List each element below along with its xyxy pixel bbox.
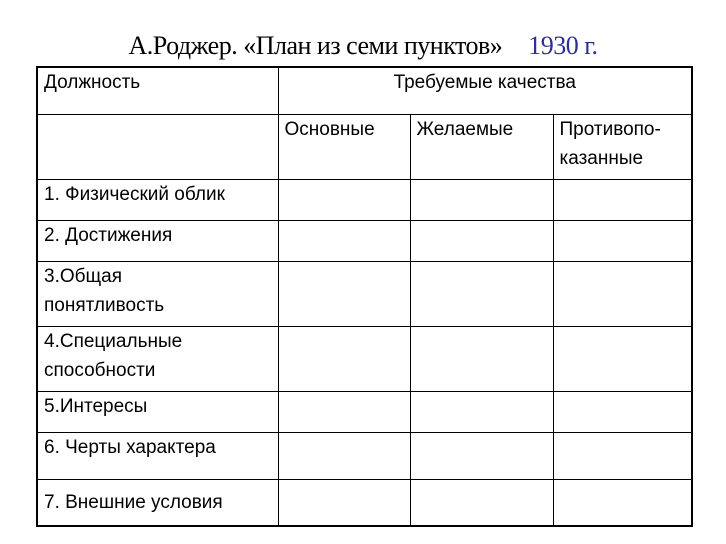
title-year: 1930 г. — [528, 31, 598, 60]
table-row — [37, 432, 692, 479]
table-cell — [410, 179, 553, 220]
row-label-character-traits: 6. Черты характера — [37, 432, 278, 479]
table-cell — [410, 326, 553, 391]
table-row — [37, 326, 692, 391]
row-label-general-intelligence — [37, 261, 278, 326]
subheader-contraindicated-line1: Противопо- — [559, 118, 661, 140]
table-row — [37, 479, 692, 526]
seven-point-plan-table — [36, 66, 693, 527]
table-cell — [553, 261, 692, 326]
row-label-line: 4.Специальные — [44, 330, 183, 352]
table-cell — [553, 391, 692, 432]
table-cell — [553, 326, 692, 391]
header-position: Должность — [37, 67, 278, 114]
table-cell — [278, 479, 410, 526]
subheader-main: Основные — [278, 114, 410, 179]
table-cell — [553, 179, 692, 220]
slide-title — [0, 30, 726, 62]
table-cell — [278, 391, 410, 432]
row-label-special-abilities — [37, 326, 278, 391]
row-label-external-conditions: 7. Внешние условия — [37, 479, 278, 526]
table-cell — [553, 479, 692, 526]
row-label-interests: 5.Интересы — [37, 391, 278, 432]
table-row — [37, 220, 692, 261]
table-cell — [410, 479, 553, 526]
table-cell — [553, 432, 692, 479]
row-label-line: понятливость — [44, 294, 165, 316]
table-cell — [410, 432, 553, 479]
table-cell — [410, 391, 553, 432]
subheader-empty-cell — [37, 114, 278, 179]
table-cell — [410, 220, 553, 261]
table-cell — [278, 220, 410, 261]
table-cell — [278, 179, 410, 220]
table-cell — [278, 432, 410, 479]
table-cell — [278, 326, 410, 391]
header-required-qualities: Требуемые качества — [278, 67, 692, 114]
row-label-line: способности — [44, 359, 156, 381]
table-cell — [278, 261, 410, 326]
subheader-contraindicated — [553, 114, 692, 179]
table-header-row — [37, 67, 692, 114]
table-row — [37, 261, 692, 326]
subheader-contraindicated-line2: казанные — [559, 147, 644, 169]
row-label-physical-appearance: 1. Физический облик — [37, 179, 278, 220]
table-row — [37, 179, 692, 220]
row-label-line: 3.Общая — [44, 265, 122, 287]
title-main: А.Роджер. «План из семи пунктов» — [128, 31, 503, 60]
table-cell — [553, 220, 692, 261]
subheader-desired: Желаемые — [410, 114, 553, 179]
table-subheader-row — [37, 114, 692, 179]
row-label-achievements: 2. Достижения — [37, 220, 278, 261]
table-cell — [410, 261, 553, 326]
table-row — [37, 391, 692, 432]
